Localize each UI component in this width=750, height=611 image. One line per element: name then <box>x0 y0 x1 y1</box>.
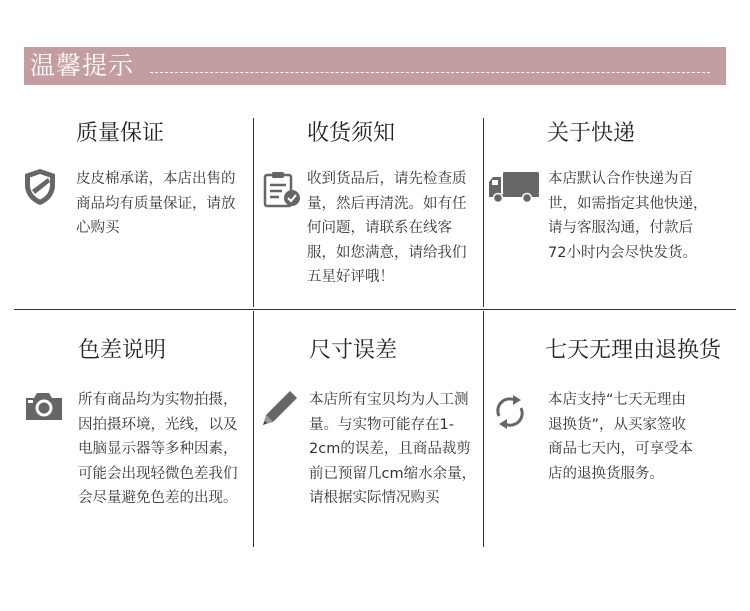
grid-divider <box>483 311 484 547</box>
clipboard-check-icon <box>262 171 302 209</box>
card-title: 质量保证 <box>76 121 165 146</box>
card-text: 本店默认合作快递为百世，如需指定其他快递，请与客服沟通，付款后72小时内会尽快发货。 <box>548 171 708 261</box>
card-text: 本店所有宝贝均为人工测量。与实物可能存在1-2cm的误差，且商品裁剪前已预留几cm缩水余量，请根据实际情况购买 <box>309 392 477 506</box>
grid-divider <box>253 311 254 547</box>
banner-dashed-divider <box>150 72 710 73</box>
tips-banner <box>24 47 726 85</box>
card-text: 收到货品后，请先检查质量，然后再清洗。如有任何问题，请联系在线客服，如您满意，请给我们五星好评哦！ <box>307 171 467 285</box>
card-title: 尺寸误差 <box>309 338 398 363</box>
card-text: 皮皮棉承诺，本店出售的商品均有质量保证，请放心购买 <box>76 171 236 236</box>
grid-divider <box>253 118 254 307</box>
card-text: 本店支持“七天无理由退换货”，从买家签收商品七天内，可享受本店的退换货服务。 <box>548 392 693 482</box>
card-title: 关于快递 <box>547 121 636 146</box>
grid-divider <box>483 118 484 307</box>
banner-title: 温馨提示 <box>30 51 135 80</box>
grid-divider <box>14 309 736 310</box>
pencil-icon <box>260 388 300 428</box>
truck-icon <box>487 170 541 204</box>
camera-icon <box>24 390 64 422</box>
shield-icon <box>22 167 58 207</box>
refresh-icon <box>491 392 529 432</box>
card-title: 收货须知 <box>307 121 396 146</box>
card-text: 所有商品均为实物拍摄，因拍摄环境，光线，以及电脑显示器等多种因素，可能会出现轻微色差我们会尽量避免色差的出现。 <box>78 392 238 506</box>
card-title: 七天无理由退换货 <box>545 338 722 363</box>
card-title: 色差说明 <box>78 338 167 363</box>
